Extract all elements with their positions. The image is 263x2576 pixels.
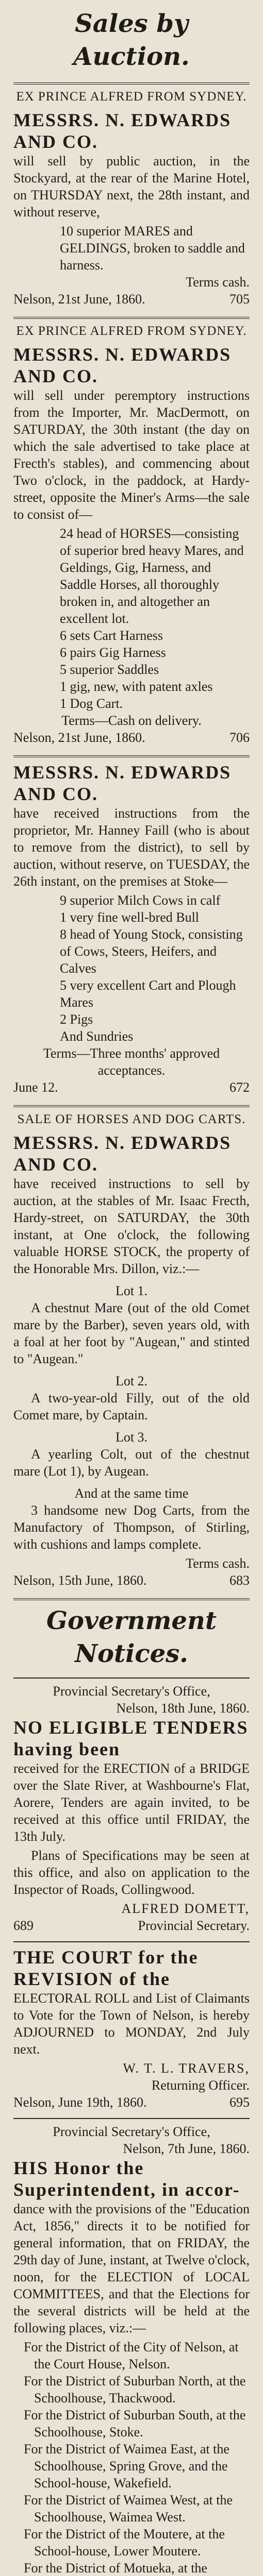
notice-body: received for the ERECTION of a BRIDGE over the Slate River, at Washbourne's Flat, Aorere, Tenders are again invited, to be received at this office until FRIDAY, the 13th July.	[13, 1761, 250, 1844]
divider	[13, 1105, 250, 1107]
lot-description: A yearling Colt, out of the chestnut mare (Lot 1), by Augean.	[13, 1447, 250, 1479]
ad-advertiser: MESSRS. N. EDWARDS AND CO.	[13, 110, 232, 152]
notice-bridge-tenders	[13, 1683, 250, 1934]
district-entry: For the District of Suburban South, at the Schoolhouse, Stoke.	[24, 2408, 246, 2439]
notice-date: Nelson, June 19th, 1860.	[13, 2095, 147, 2110]
ad-item: 10 superior MARES and GELDINGS, broken to saddle and harness.	[60, 224, 245, 273]
ad-advertiser: MESSRS. N. EDWARDS AND CO.	[13, 1132, 232, 1175]
ad-item: 6 sets Cart Harness	[60, 628, 163, 643]
notice-office: Provincial Secretary's Office,	[53, 2124, 210, 2139]
divider	[13, 1598, 250, 1600]
ad-kicker: EX PRINCE ALFRED FROM SYDNEY.	[16, 324, 247, 338]
notice-office: Provincial Secretary's Office,	[53, 1684, 210, 1699]
lot-heading: Lot 1.	[115, 1283, 148, 1298]
auction-ad-horses-harness	[13, 324, 250, 746]
ad-date: Nelson, 21st June, 1860.	[13, 292, 145, 307]
notice-body: ELECTORAL ROLL and List of Claimants to Vote for the Town of Nelson, is hereby ADJOURNED to MONDAY, 2nd July next.	[13, 1991, 250, 2057]
ad-date: Nelson, 21st June, 1860.	[13, 730, 145, 745]
notice-footer	[13, 1917, 250, 1934]
divider	[13, 2118, 250, 2119]
notice-signer-title: Provincial Secretary.	[138, 1918, 250, 1933]
ad-item: 1 Dog Cart.	[60, 696, 123, 711]
district-entry: For the District of Suburban North, at the Schoolhouse, Thackwood.	[24, 2374, 246, 2405]
notice-footer	[13, 2094, 250, 2111]
district-entry: For the District of Motueka, at the	[24, 2561, 207, 2575]
ad-body: will sell under peremptory instructions from the Importer, Mr. MacDermott, on SATURDAY, the 30th instant (the day on which the sale advertised to take place at Frecth's stables), and commencing about Two o'clock, in the paddock, at Hardy-street, opposite the Miner's Arms—the sale to consist of—	[13, 388, 250, 522]
extra-heading: And at the same time	[74, 1486, 189, 1501]
ad-terms: Terms—Three months' approved acceptances.	[43, 1046, 220, 1078]
ad-footer	[13, 291, 250, 308]
auction-section-heading: Sales by Auction.	[73, 9, 190, 71]
divider	[13, 317, 250, 319]
ad-footer	[13, 729, 250, 746]
notice-education-committees	[13, 2123, 250, 2576]
notice-office-date: Nelson, 7th June, 1860.	[123, 2141, 250, 2156]
notice-body: dance with the provisions of the "Education Act, 1856," directs it to be notified for general information, that on FRIDAY, the 29th day of June, instant, at Twelve o'clock, noon, for the ELECTION of LOCAL COMMITTEES, and that the Elections for the several districts will be held at the following places, viz.:—	[13, 2201, 250, 2335]
notice-signer-title: Returning Officer.	[151, 2078, 250, 2093]
ad-date: June 12.	[13, 1080, 58, 1095]
ad-kicker: SALE OF HORSES AND DOG CARTS.	[17, 1112, 246, 1126]
lot-description: A chestnut Mare (out of the old Comet mare by the Barber), seven years old, with a foal at her foot by "Augean," and stinted to "Augean."	[13, 1300, 250, 1366]
notice-body-2: Plans of Specifications may be seen at this office, and also on application to the Inspector of Roads, Collingwood.	[13, 1848, 250, 1897]
ad-body: have received instructions from the proprietor, Mr. Hanney Faill (who is about to remove from the district), to sell by auction, without reserve, on TUESDAY, the 26th instant, on the premises at Stoke—	[13, 806, 250, 889]
ad-item: 6 pairs Gig Harness	[60, 645, 166, 660]
ad-item: 5 superior Saddles	[60, 662, 159, 677]
ad-kicker: EX PRINCE ALFRED FROM SYDNEY.	[16, 90, 247, 104]
ad-terms: Terms cash.	[186, 1556, 250, 1571]
notice-electoral-roll	[13, 1946, 250, 2111]
district-entry: For the District of Waimea East, at the Schoolhouse, Spring Grove, and the School-house, Wakefield.	[24, 2442, 229, 2490]
district-entry: For the District of the City of Nelson, at the Court House, Nelson.	[24, 2340, 239, 2371]
lot-description: A two-year-old Filly, out of the old Comet mare, by Captain.	[13, 1391, 250, 1422]
ad-ref-number: 683	[229, 1573, 250, 1588]
ad-item: 1 very fine well-bred Bull	[60, 910, 200, 925]
divider	[13, 82, 250, 84]
notice-signer: W. T. L. TRAVERS,	[123, 2061, 250, 2076]
divider	[13, 755, 250, 757]
extra-description: 3 handsome new Dog Carts, from the Manufactory of Thompson, of Stirling, with cushions and lamps complete.	[13, 1503, 250, 1552]
notice-title: NO ELIGIBLE TENDERS having been	[13, 1717, 249, 1759]
ad-item: 9 superior Milch Cows in calf	[60, 893, 221, 908]
notice-ref-number: 695	[229, 2095, 250, 2110]
auction-ad-horses-dog-carts	[13, 1112, 250, 1589]
district-entry: For the District of the Moutere, at the School-house, Lower Moutere.	[24, 2527, 225, 2558]
notice-signer: ALFRED DOMETT,	[121, 1901, 250, 1916]
notice-office-date: Nelson, 18th June, 1860.	[116, 1701, 250, 1716]
government-section-heading: Government Notices.	[46, 1606, 217, 1668]
ad-advertiser: MESSRS. N. EDWARDS AND CO.	[13, 762, 232, 804]
divider	[13, 1677, 250, 1679]
lot-heading: Lot 2.	[115, 1374, 148, 1388]
ad-item: 1 gig, new, with patent axles	[60, 679, 213, 694]
ad-advertiser: MESSRS. N. EDWARDS AND CO.	[13, 344, 232, 386]
ad-item: 8 head of Young Stock, consisting of Cows, Steers, Heifers, and Calves	[60, 927, 243, 976]
notice-title: HIS Honor the Superintendent, in accor-	[13, 2158, 240, 2200]
district-entry: For the District of Waimea West, at the Schoolhouse, Waimea West.	[24, 2493, 233, 2524]
ad-item: 5 very excellent Cart and Plough Mares	[60, 978, 236, 1010]
ad-date: Nelson, 15th June, 1860.	[13, 1573, 147, 1588]
ad-footer	[13, 1572, 250, 1589]
ad-item: 24 head of HORSES—consisting of superior bred heavy Mares, and Geldings, Gig, Harness, and Saddle Horses, all thoroughly broken in, and altogether an excellent lot.	[60, 526, 244, 626]
ad-ref-number: 672	[229, 1080, 250, 1095]
ad-ref-number: 706	[229, 730, 250, 745]
ad-item: And Sundries	[60, 1029, 134, 1044]
ad-terms: Terms—Cash on delivery.	[61, 713, 202, 728]
notice-title: THE COURT for the REVISION of the	[13, 1947, 199, 1989]
auction-ad-mares-geldings	[13, 90, 250, 308]
auction-ad-cattle	[13, 761, 250, 1096]
ad-terms: Terms cash.	[186, 275, 250, 290]
ad-body: have received instructions to sell by auction, at the stables of Mr. Isaac Frecth, Hardy-street, on SATURDAY, the 30th instant, at One o'clock, the following valuable HORSE STOCK, the property of the Honorable Mrs. Dillon, viz.:—	[13, 1176, 250, 1276]
ad-footer	[13, 1079, 250, 1096]
divider	[13, 1941, 250, 1942]
notice-ref-number: 689	[13, 1918, 34, 1933]
ad-item: 2 Pigs	[60, 1012, 93, 1027]
ad-body: will sell by public auction, in the Stockyard, at the rear of the Marine Hotel, on THURSDAY next, the 28th instant, and without reserve,	[13, 154, 250, 219]
ad-ref-number: 705	[229, 292, 250, 307]
lot-heading: Lot 3.	[115, 1430, 148, 1445]
